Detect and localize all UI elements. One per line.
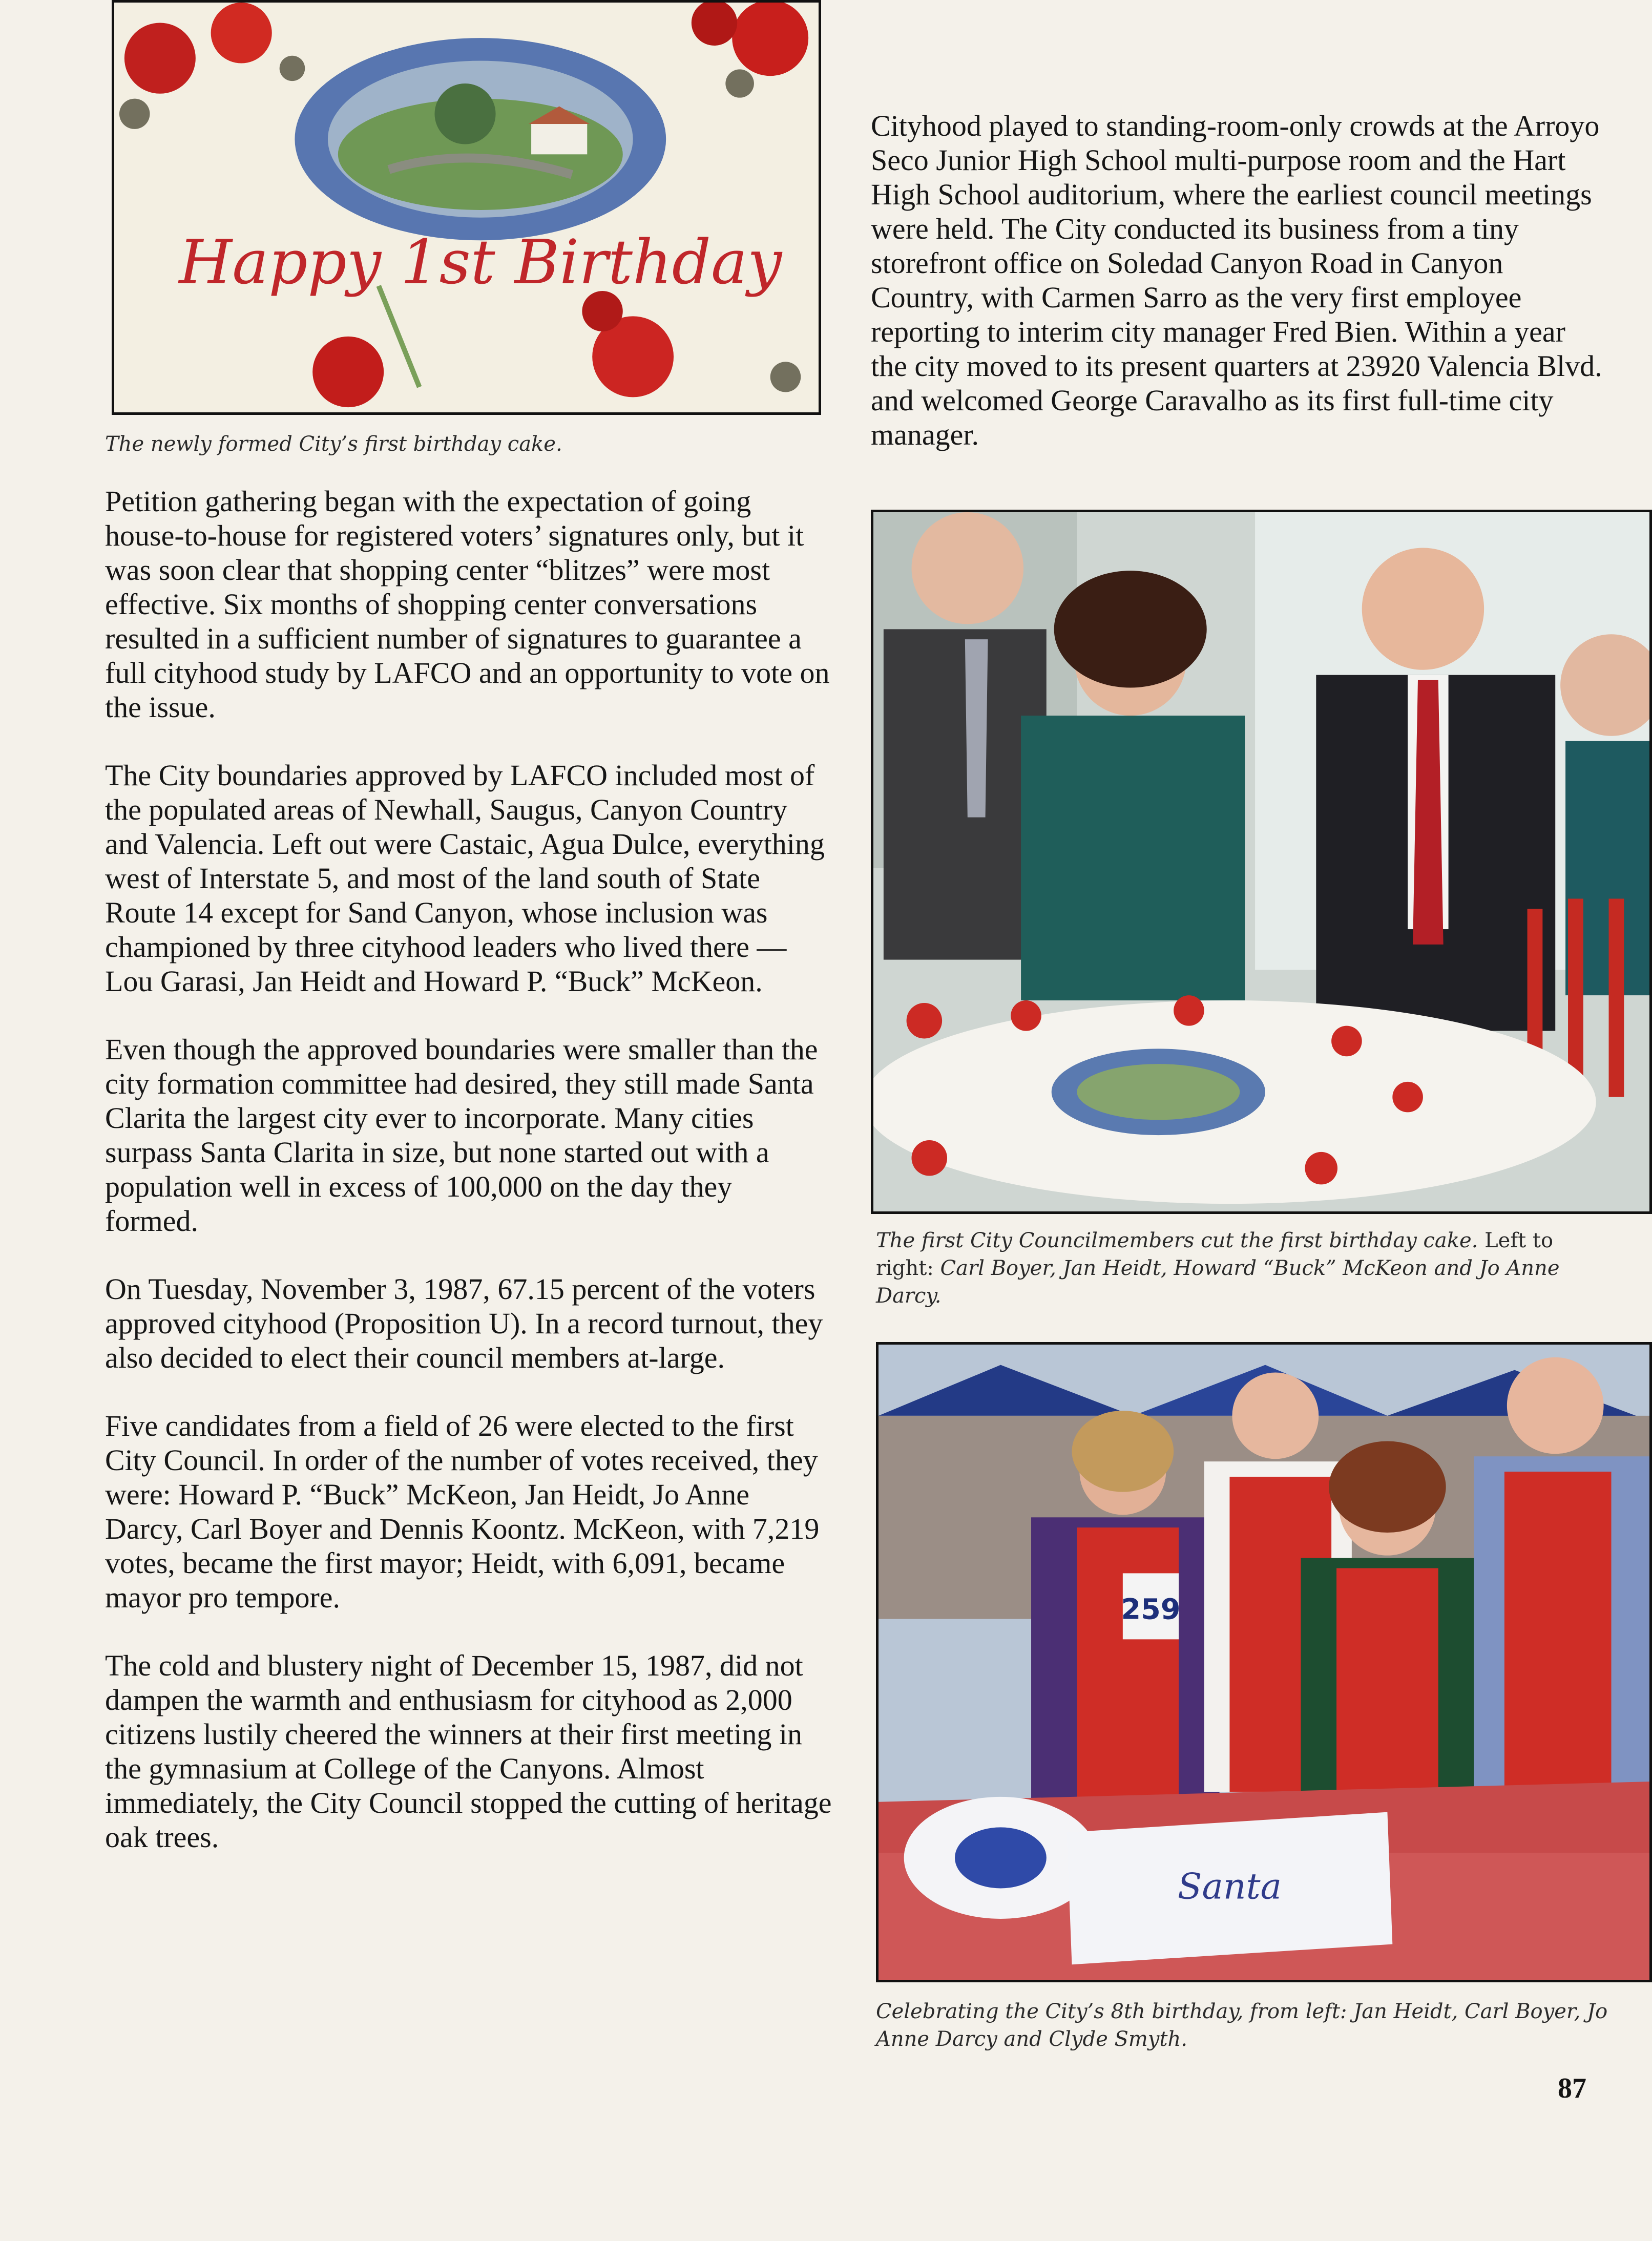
cake-caption-text: The newly formed City’s first birthday cake. [105, 432, 562, 456]
cake-photo [112, 0, 821, 415]
eighth-caption [876, 1998, 1614, 2053]
cake-caption [105, 430, 822, 458]
eighth-caption-text: Celebrating the City’s 8th birthday, from left: Jan Heidt, Carl Boyer, Jo Anne Darcy and Clyde Smyth. [876, 2000, 1608, 2051]
council-caption-plain: Left to right: [876, 1229, 1554, 1280]
left-paragraph: On Tuesday, November 3, 1987, 67.15 percent of the voters approved cityhood (Proposition U). In a record turnout, they also decided to elect their council members at-large. [105, 1272, 823, 1374]
council-photo-illustration [873, 512, 1649, 1211]
left-paragraph: Petition gathering began with the expectation of going house-to-house for registered voters’ signatures only, but it was soon clear that shopping center “blitzes” were most effective. Six months of shopping center conversations resulted in a sufficient number of signatures to guarantee a full cityhood study by LAFCO and an opportunity to vote on the issue. [105, 485, 830, 724]
left-paragraph: Five candidates from a field of 26 were elected to the first City Council. In order of the number of votes received, they were: Howard P. “Buck” McKeon, Jan Heidt, Jo Anne Darcy, Carl Boyer and Dennis Koontz. McKeon, with 7,219 votes, became the first mayor; Heidt, with 6,091, became mayor pro tempore. [105, 1409, 820, 1614]
left-column [105, 484, 832, 1888]
left-paragraph: The cold and blustery night of December 15, 1987, did not dampen the warmth and enthusiasm for cityhood as 2,000 citizens lustily cheered the winners at their first meeting in the gymnasium at College of the Canyons. Almost immediately, the City Council stopped the cutting of heritage oak trees. [105, 1649, 832, 1854]
page-number: 87 [1558, 2072, 1586, 2104]
svg-text:Santa: Santa [1177, 1866, 1282, 1908]
council-caption-italic-a: The first City Councilmembers cut the first birthday cake. [876, 1229, 1478, 1252]
cake-photo-illustration [114, 3, 819, 412]
eighth-birthday-photo [876, 1342, 1652, 1982]
council-caption-italic-b: Carl Boyer, Jan Heidt, Howard “Buck” McKeon and Jo Anne Darcy. [876, 1256, 1560, 1308]
council-caption [876, 1227, 1614, 1310]
council-photo [871, 510, 1652, 1214]
right-paragraph: Cityhood played to standing-room-only crowds at the Arroyo Seco Junior High School multi-purpose room and the Hart High School auditorium, where the earliest council meetings were held. The City conducted its business from a tiny storefront office on Soledad Canyon Road in Canyon Country, with Carmen Sarro as the very first employee reporting to interim city manager Fred Bien. Within a year the city moved to its present quarters at 23920 Valencia Blvd. and welcomed George Caravalho as its first full-time city manager. [871, 109, 1602, 451]
city-seal-icon [295, 38, 666, 240]
left-paragraph: The City boundaries approved by LAFCO included most of the populated areas of Newhall, Saugus, Canyon Country and Valencia. Left out were Castaic, Agua Dulce, everything west of Interstate 5, and most of the land south of State Route 14 except for Sand Canyon, whose inclusion was championed by three cityhood leaders who lived there — Lou Garasi, Jan Heidt and Howard P. “Buck” McKeon. [105, 759, 825, 998]
bib-number: 259 [1121, 1593, 1181, 1626]
right-column [871, 109, 1608, 486]
left-paragraph: Even though the approved boundaries were smaller than the city formation committee had desired, they still made Santa Clarita the largest city ever to incorporate. Many cities surpass Santa Clarita in size, but none started out with a population well in excess of 100,000 on the day they formed. [105, 1033, 818, 1238]
icing-text: Happy 1st Birthday [179, 227, 782, 299]
eighth-birthday-illustration [879, 1345, 1649, 1980]
